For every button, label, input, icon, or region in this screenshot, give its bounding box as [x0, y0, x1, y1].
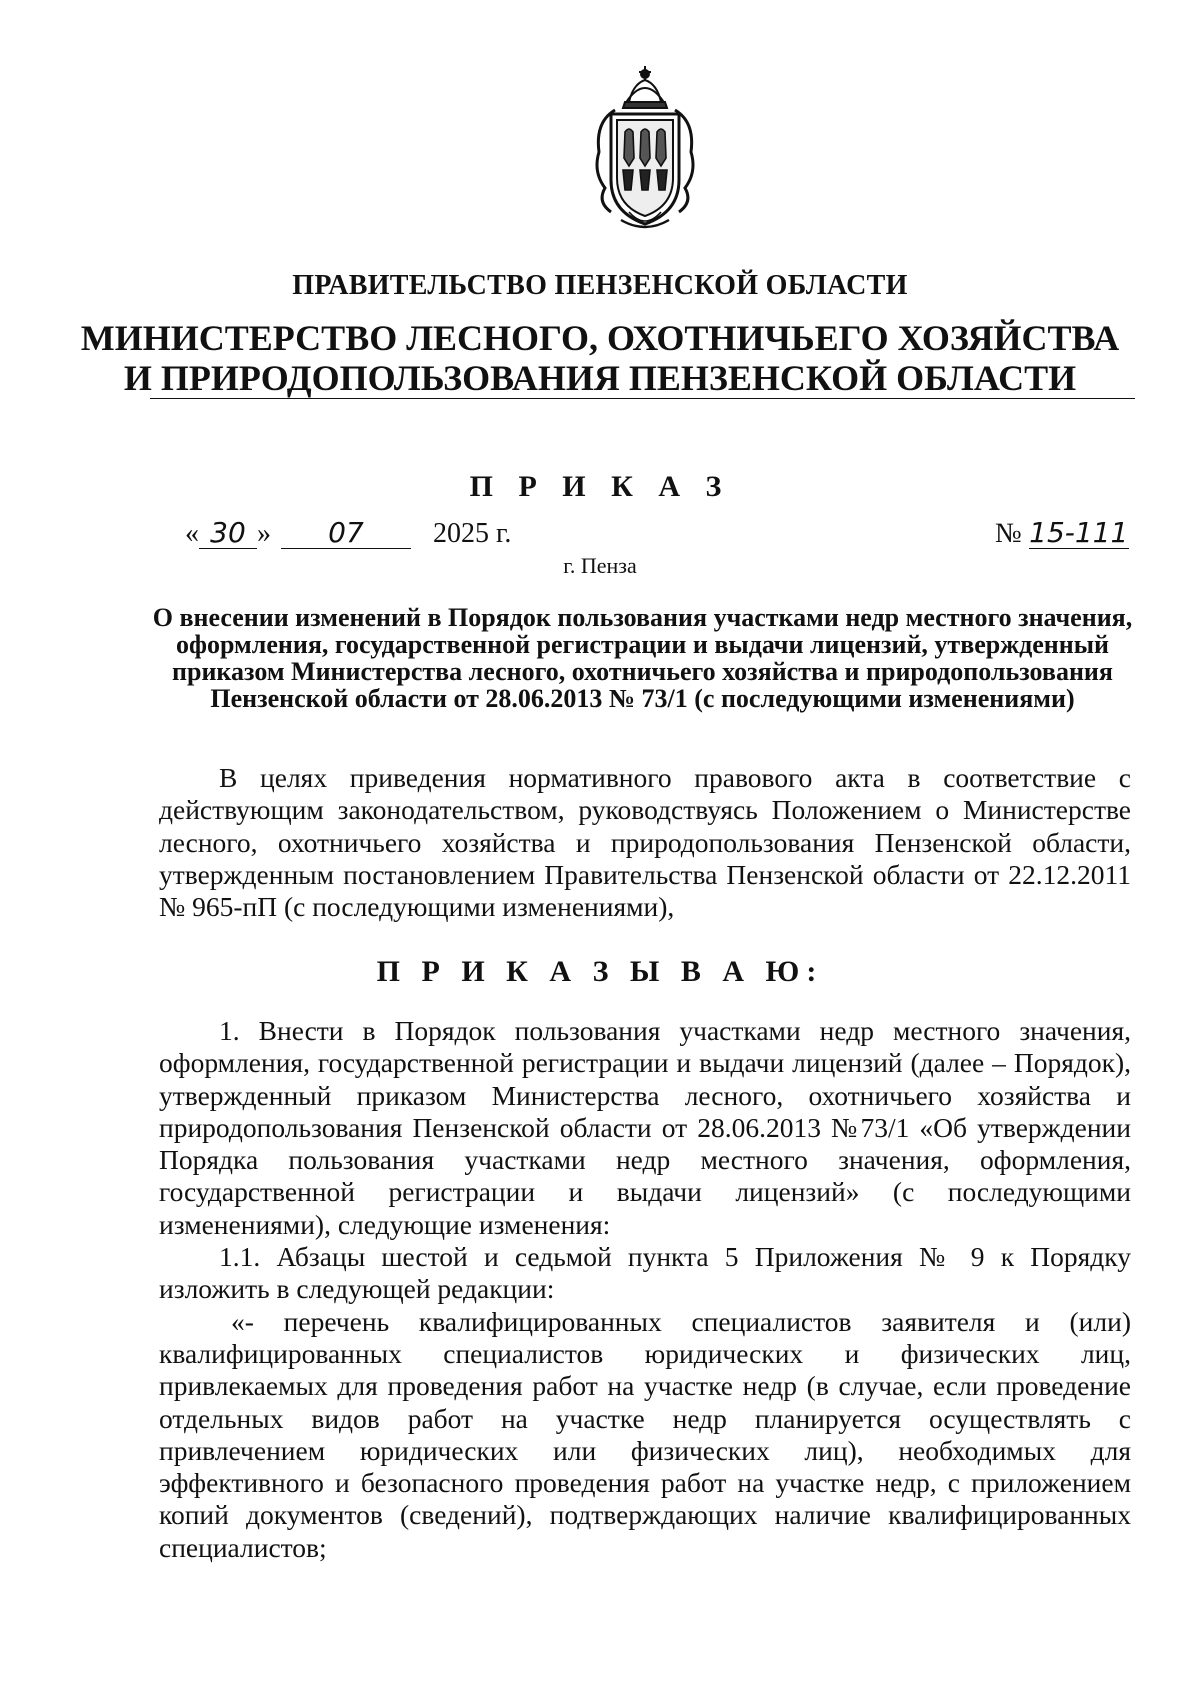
paragraph-1: 1. Внести в Порядок пользования участками недр местного значения, оформления, государственной регистрации и выдачи лицензий (далее – Порядок), утвержденный приказом Министерства лесного, охотничьего хозяйства и природопользования Пензенской области от 28.06.2013 №73/1 «Об утверждении Порядка пользования участками недр местного значения, оформления, государственной регистрации и выдачи лицензий» (с последующими изменениями), следующие изменения: — [159, 1015, 1131, 1240]
ministry-title-line-1: МИНИСТЕРСТВО ЛЕСНОГО, ОХОТНИЧЬЕГО ХОЗЯЙСТВА — [80, 318, 1120, 358]
paragraph-1-1: 1.1. Абзацы шестой и седьмой пункта 5 Приложения № 9 к Порядку изложить в следующей редакции: — [159, 1241, 1131, 1305]
order-body — [159, 1015, 1131, 1564]
document-subject: О внесении изменений в Порядок пользования участками недр местного значения, оформления, государственной регистрации и выдачи лицензий, утвержденный приказом Министерства лесного, охотничьего хозяйства и природопользования Пензенской области от 28.06.2013 № 73/1 (с последующими изменениями) — [152, 603, 1133, 713]
preamble-text: В целях приведения нормативного правового акта в соответствие с действующим законодательством, руководствуясь Положением о Министерстве лесного, охотничьего хозяйства и природопользования Пензенской области, утвержденным постановлением Правительства Пензенской области от 22.12.2011 № 965-пП (с последующими изменениями), — [159, 762, 1131, 923]
date-open-quote: « — [185, 518, 199, 549]
document-city: г. Пенза — [563, 553, 637, 578]
header-divider — [150, 398, 1135, 399]
date-close-quote: » — [257, 518, 271, 549]
coat-of-arms-emblem — [585, 62, 705, 234]
document-type-title: П Р И К А З — [469, 470, 731, 503]
government-title: ПРАВИТЕЛЬСТВО ПЕНЗЕНСКОЙ ОБЛАСТИ — [292, 270, 908, 301]
number-sign: № — [995, 518, 1022, 549]
paragraph-quote: «- перечень квалифицированных специалистов заявителя и (или) квалифицированных специалистов юридических и физических лиц, привлекаемых для проведения работ на участке недр (в случае, если проведение отдельных видов работ на участке недр планируется осуществлять с привлечением юридических или физических лиц), необходимых для эффективного и безопасного проведения работ на участке недр, с приложением копий документов (сведений), подтверждающих наличие квалифицированных специалистов; — [159, 1305, 1131, 1563]
date-day-handwritten: 30 — [199, 518, 257, 549]
order-heading: П Р И К А З Ы В А Ю: — [376, 955, 824, 988]
ministry-title-line-2: И ПРИРОДОПОЛЬЗОВАНИЯ ПЕНЗЕНСКОЙ ОБЛАСТИ — [123, 358, 1077, 398]
number-handwritten: 15-111 — [1029, 516, 1129, 549]
date-year: 2025 г. — [433, 518, 512, 549]
date-month-handwritten: 07 — [281, 518, 411, 549]
preamble — [159, 762, 1131, 923]
document-number — [995, 518, 1129, 550]
document-date — [185, 518, 511, 550]
